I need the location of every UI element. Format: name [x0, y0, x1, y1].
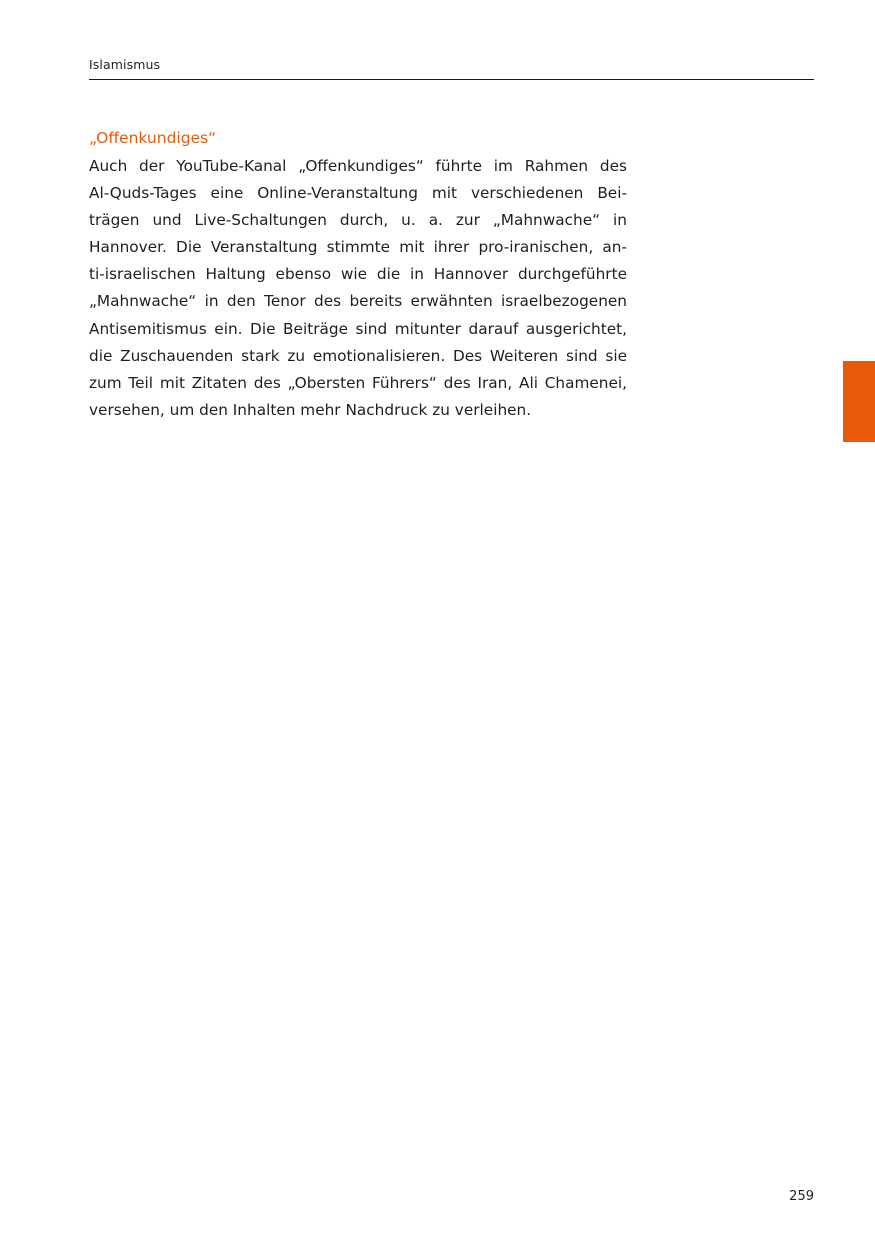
header-rule — [89, 79, 814, 80]
page-number: 259 — [789, 1189, 814, 1204]
section-heading: „Offenkundiges“ — [89, 129, 217, 147]
paragraph-line: Al-Quds-Tages eine Online-Veranstaltung mit verschiedenen Bei- — [89, 184, 627, 203]
running-header: Islamismus — [89, 57, 161, 72]
paragraph-line: ti-israelischen Haltung ebenso wie die in Hannover durchgeführte — [89, 265, 627, 284]
paragraph-line: Auch der YouTube-Kanal „Offenkundiges“ führte im Rahmen des — [89, 157, 627, 175]
body-paragraph — [89, 153, 627, 424]
paragraph-line: „Mahnwache“ in den Tenor des bereits erwähnten israelbezogenen — [89, 292, 627, 311]
paragraph-line: Hannover. Die Veranstaltung stimmte mit ihrer pro-iranischen, an- — [89, 238, 627, 257]
paragraph-line: zum Teil mit Zitaten des „Obersten Führers“ des Iran, Ali Chamenei, — [89, 373, 627, 392]
paragraph-line: die Zuschauenden stark zu emotionalisieren. Des Weiteren sind sie — [89, 346, 627, 365]
chapter-marker-tab — [843, 361, 875, 442]
paragraph-line: versehen, um den Inhalten mehr Nachdruck zu verleihen. — [89, 400, 532, 419]
paragraph-line: Antisemitismus ein. Die Beiträge sind mitunter darauf ausgerichtet, — [89, 319, 627, 338]
paragraph-line: trägen und Live-Schaltungen durch, u. a. zur „Mahnwache“ in — [89, 211, 627, 230]
